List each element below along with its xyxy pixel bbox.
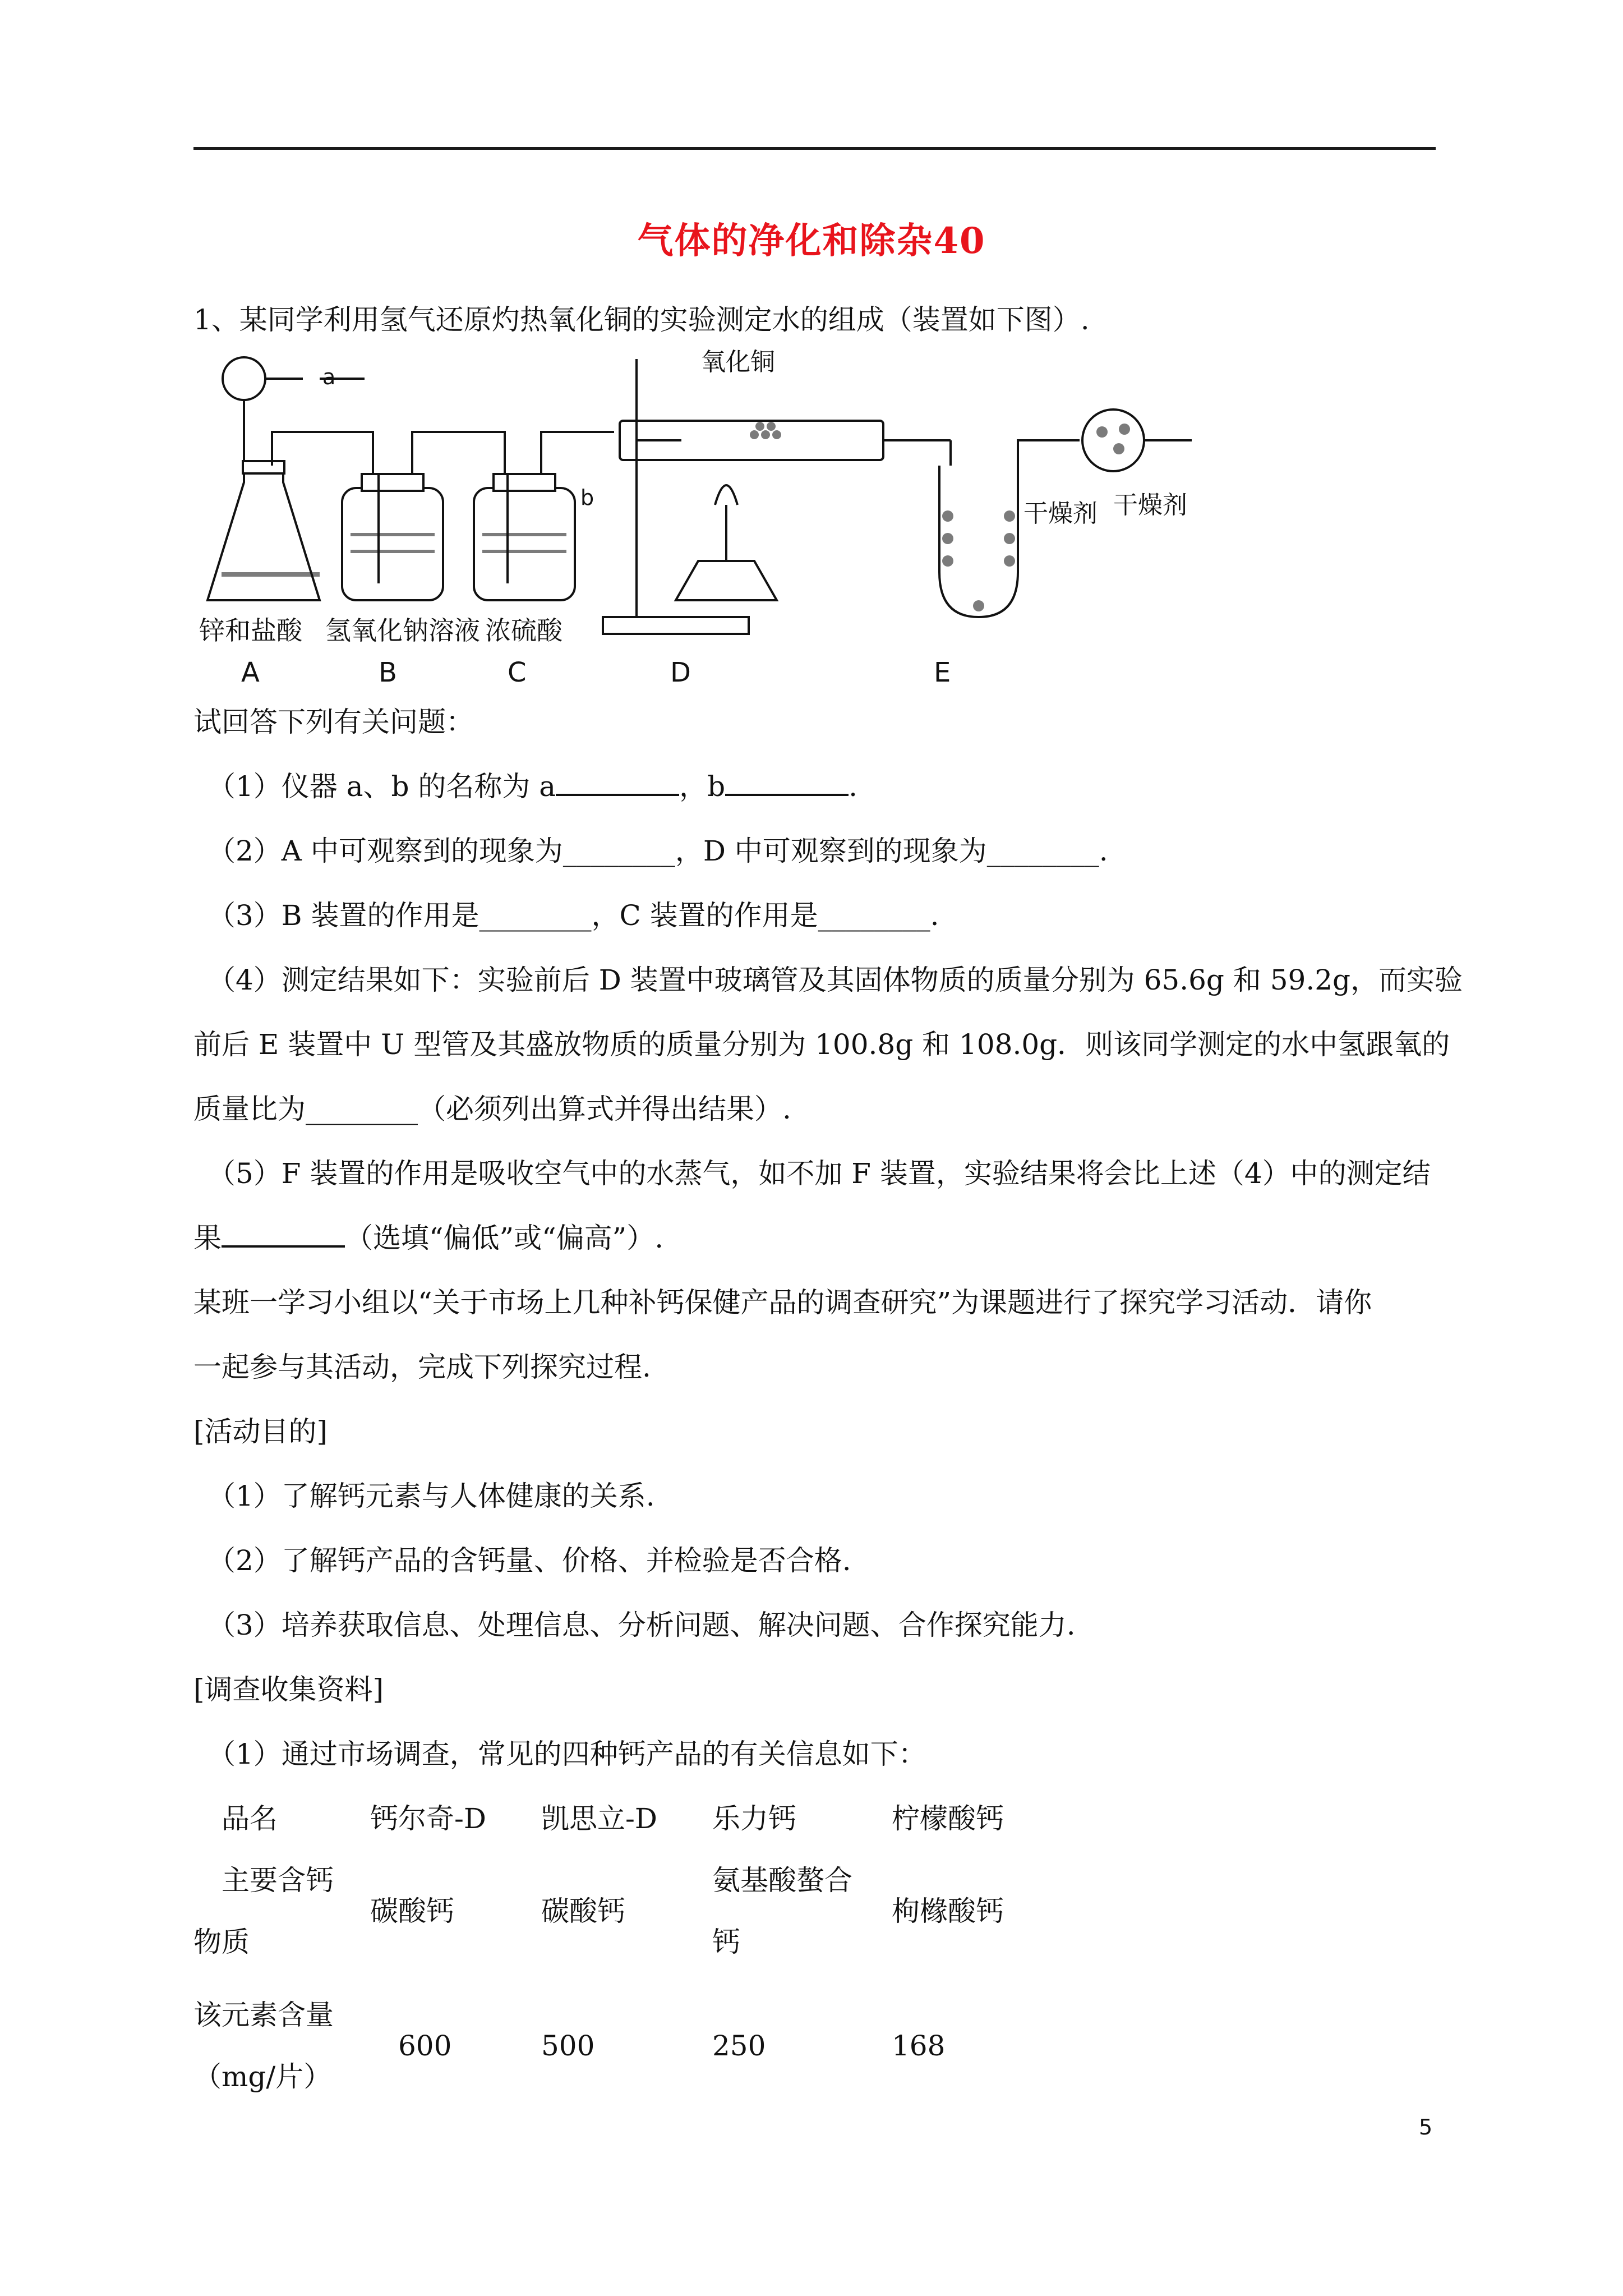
table-header-name: 品名 xyxy=(222,1802,278,1835)
table-row2-value-1: 碳酸钙 xyxy=(370,1895,454,1927)
survey-heading: [调查收集资料] xyxy=(193,1673,384,1706)
table-header-product-1: 钙尔奇-D xyxy=(370,1802,486,1835)
question1-item5-line2: 果 （选填“偏低”或“偏高”）. xyxy=(193,1222,664,1254)
goal-heading: [活动目的] xyxy=(193,1415,328,1448)
apparatus-diagram xyxy=(193,337,1203,696)
goal-item-1: （1）了解钙元素与人体健康的关系. xyxy=(208,1480,655,1512)
flame xyxy=(715,485,737,505)
goal-item-2: （2）了解钙产品的含钙量、价格、并检验是否合格. xyxy=(208,1544,851,1577)
label-desiccant-f: 干燥剂 xyxy=(1113,491,1187,519)
label-a: a xyxy=(322,365,336,389)
table-row2-value-2: 碳酸钙 xyxy=(541,1895,625,1927)
letter-e: E xyxy=(934,657,951,688)
question1-item3: （3）B 装置的作用是________，C 装置的作用是________. xyxy=(208,899,939,932)
question2-intro-line2: 一起参与其活动，完成下列探究过程. xyxy=(193,1351,651,1383)
label-copper-oxide: 氧化铜 xyxy=(701,348,775,376)
letter-d: D xyxy=(670,657,691,688)
letter-c: C xyxy=(508,657,527,688)
question1-item5-line1: （5）F 装置的作用是吸收空气中的水蒸气，如不加 F 装置，实验结果将会比上述（4）中的测定结 xyxy=(208,1157,1431,1190)
question2-intro-line1: 某班一学习小组以“关于市场上几种补钙保健产品的调查研究”为课题进行了探究学习活动．请你 xyxy=(193,1286,1372,1319)
question1-item4-line3: 质量比为________（必须列出算式并得出结果）. xyxy=(193,1093,791,1125)
table-row3-label-b: （mg/片） xyxy=(193,2060,332,2093)
page-title: 气体的净化和除杂40 xyxy=(637,220,986,262)
label-b: b xyxy=(580,485,594,510)
answer-blank-b[interactable] xyxy=(725,769,849,796)
table-row2-value-4: 枸橼酸钙 xyxy=(892,1895,1004,1927)
survey-item-1: （1）通过市场调查，常见的四种钙产品的有关信息如下： xyxy=(208,1738,926,1770)
page-number: 5 xyxy=(1419,2115,1433,2139)
content-a: 锌和盐酸 xyxy=(199,615,302,646)
table-row2-value-3b: 钙 xyxy=(712,1926,740,1958)
table-row3-value-2: 500 xyxy=(541,2030,595,2062)
bottle-b xyxy=(342,488,443,600)
table-row3-value-4: 168 xyxy=(892,2030,946,2062)
answer-blank-result[interactable] xyxy=(222,1221,345,1248)
answer-blank-a[interactable] xyxy=(556,769,679,796)
question1-item2: （2）A 中可观察到的现象为________，D 中可观察到的现象为________. xyxy=(208,835,1108,867)
table-header-product-4: 柠檬酸钙 xyxy=(892,1802,1004,1835)
question1-prompt: 试回答下列有关问题： xyxy=(193,706,474,738)
question1-item1: （1）仪器 a、b 的名称为 a ，b . xyxy=(208,770,858,803)
question1-item4-line2: 前后 E 装置中 U 型管及其盛放物质的质量分别为 100.8g 和 108.0g．则该同学测定的水中氢跟氧的 xyxy=(193,1028,1450,1061)
bottle-c xyxy=(474,488,575,600)
table-row3-label-a: 该元素含量 xyxy=(193,1999,334,2031)
table-row2-value-3a: 氨基酸螯合 xyxy=(712,1864,852,1897)
label-desiccant-u: 干燥剂 xyxy=(1023,499,1098,528)
content-b: 氢氧化钠溶液 xyxy=(325,615,480,646)
goal-item-3: （3）培养获取信息、处理信息、分析问题、解决问题、合作探究能力. xyxy=(208,1609,1076,1641)
letter-b: B xyxy=(379,657,397,688)
table-row3-value-3: 250 xyxy=(712,2030,766,2062)
alcohol-lamp xyxy=(676,561,777,600)
table-header-product-2: 凯思立-D xyxy=(541,1802,657,1835)
question1-intro: 1、某同学利用氢气还原灼热氧化铜的实验测定水的组成（装置如下图）. xyxy=(193,303,1090,336)
table-row2-label-b: 物质 xyxy=(193,1926,250,1958)
content-c: 浓硫酸 xyxy=(485,615,562,646)
header-rule xyxy=(193,147,1436,150)
table-row2-label-a: 主要含钙 xyxy=(222,1864,334,1897)
table-row3-value-1: 600 xyxy=(398,2030,452,2062)
funnel-bulb xyxy=(223,357,265,400)
question1-item4-line1: （4）测定结果如下：实验前后 D 装置中玻璃管及其固体物质的质量分别为 65.6g 和 59.2g，而实验 xyxy=(208,964,1463,996)
table-header-product-3: 乐力钙 xyxy=(712,1802,796,1835)
stand-base xyxy=(603,617,749,634)
drying-tube-f xyxy=(1082,409,1144,471)
flask-a xyxy=(208,466,320,600)
letter-a: A xyxy=(241,657,260,688)
